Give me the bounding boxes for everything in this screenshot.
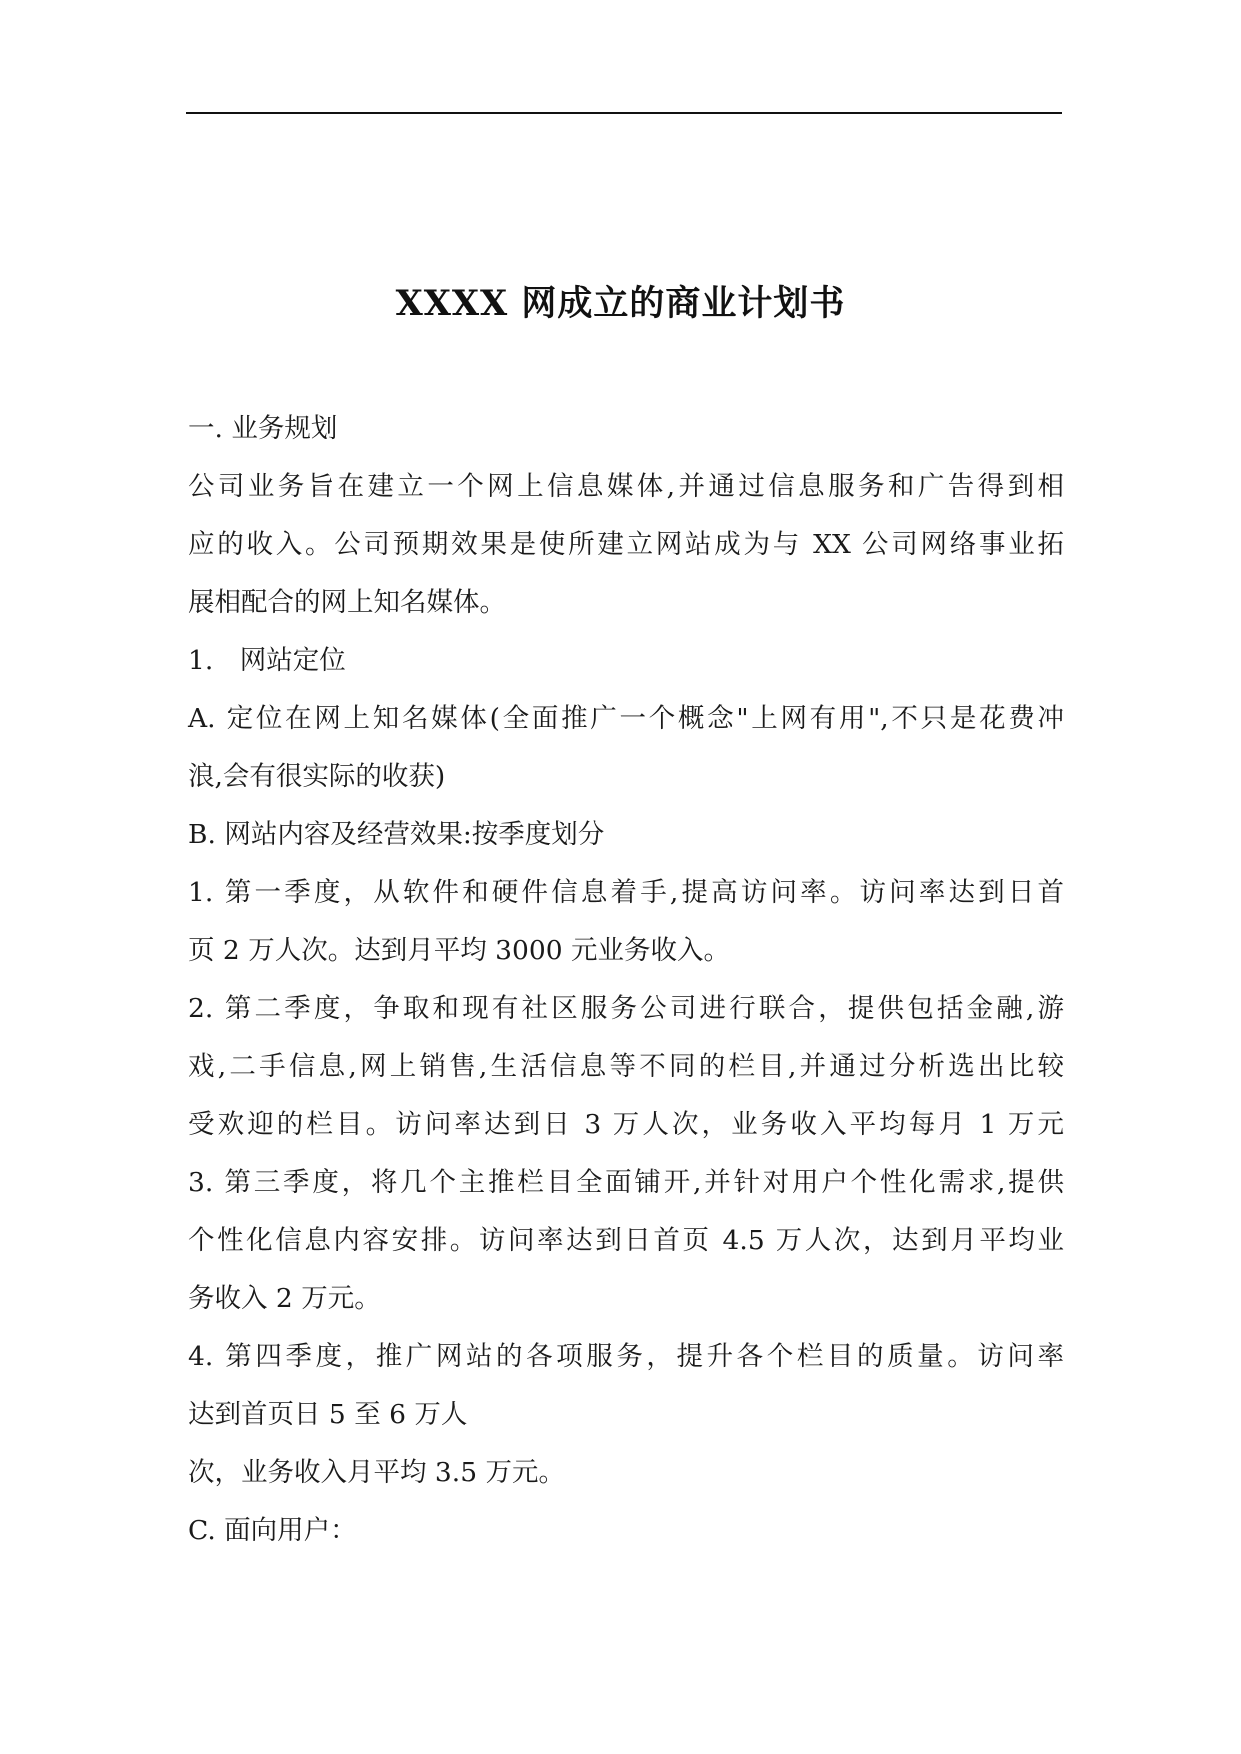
paragraph-line: 次，业务收入月平均 3.5 万元。 xyxy=(188,1457,565,1488)
paragraph-line: 页 2 万人次。达到月平均 3000 元业务收入。 xyxy=(188,935,730,966)
header-rule xyxy=(186,112,1062,114)
paragraph-line: 受欢迎的栏目。访问率达到日 3 万人次，业务收入平均每月 1 万元 xyxy=(188,1109,1064,1140)
paragraph-line: 公司业务旨在建立一个网上信息媒体,并通过信息服务和广告得到相 xyxy=(188,471,1064,502)
paragraph-line: 4. 第四季度，推广网站的各项服务，提升各个栏目的质量。访问率 xyxy=(188,1341,1064,1372)
paragraph-line: B. 网站内容及经营效果:按季度划分 xyxy=(188,819,605,850)
paragraph-line: 务收入 2 万元。 xyxy=(188,1283,381,1314)
document-title: XXXX 网成立的商业计划书 xyxy=(395,283,846,324)
subsection-heading: 1. 网站定位 xyxy=(188,645,346,676)
section-heading: 一. 业务规划 xyxy=(188,413,338,444)
paragraph-line: 展相配合的网上知名媒体。 xyxy=(188,587,506,618)
document-body xyxy=(188,400,1064,1560)
paragraph-line: 戏,二手信息,网上销售,生活信息等不同的栏目,并通过分析选出比较 xyxy=(188,1051,1064,1082)
paragraph-line: 3. 第三季度，将几个主推栏目全面铺开,并针对用户个性化需求,提供 xyxy=(188,1167,1064,1198)
paragraph-line: 达到首页日 5 至 6 万人 xyxy=(188,1399,468,1430)
paragraph-line: 个性化信息内容安排。访问率达到日首页 4.5 万人次，达到月平均业 xyxy=(188,1225,1064,1256)
paragraph-line: 浪,会有很实际的收获) xyxy=(188,761,446,792)
paragraph-line: C. 面向用户： xyxy=(188,1515,357,1546)
paragraph-line: A. 定位在网上知名媒体(全面推广一个概念"上网有用",不只是花费冲 xyxy=(188,703,1064,734)
paragraph-line: 1. 第一季度，从软件和硬件信息着手,提高访问率。访问率达到日首 xyxy=(188,877,1064,908)
paragraph-line: 应的收入。公司预期效果是使所建立网站成为与 XX 公司网络事业拓 xyxy=(188,529,1064,560)
paragraph-line: 2. 第二季度，争取和现有社区服务公司进行联合，提供包括金融,游 xyxy=(188,993,1064,1024)
